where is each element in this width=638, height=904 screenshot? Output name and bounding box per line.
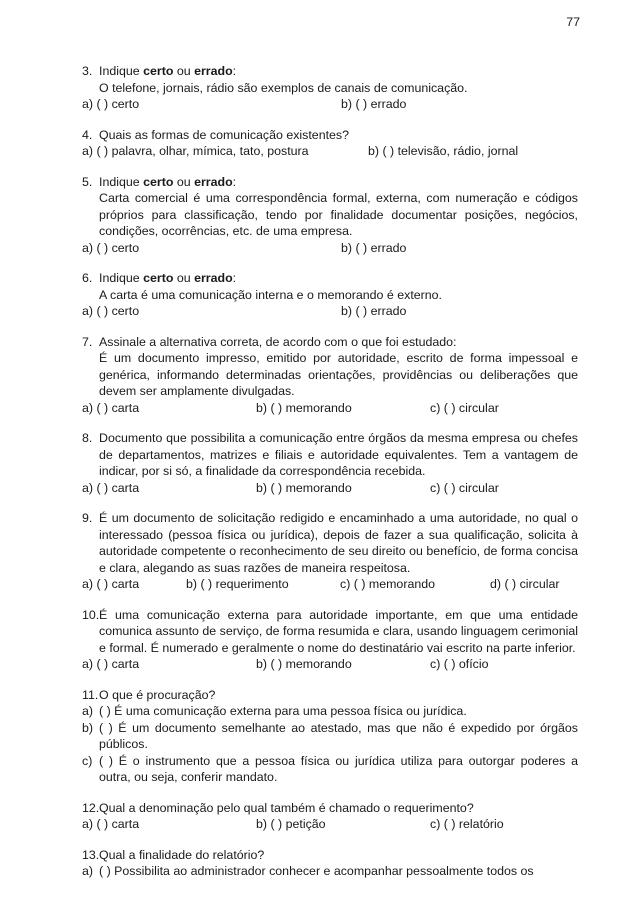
bold-word: errado — [194, 174, 233, 189]
question-stem — [82, 510, 578, 576]
question-stem — [82, 334, 578, 351]
stem-text: : — [232, 271, 237, 285]
option-b[interactable]: b) ( ) televisão, rádio, jornal — [368, 144, 519, 158]
option-b[interactable]: b) ( ) requerimento — [186, 577, 289, 591]
question-5 — [82, 174, 578, 257]
question-number: 4. — [82, 127, 93, 142]
option-c[interactable]: c) ( ) ofício — [430, 657, 489, 671]
option-a[interactable]: a) ( ) carta — [82, 657, 140, 671]
options-row — [82, 303, 578, 320]
question-stem — [82, 127, 578, 144]
options-row — [82, 576, 578, 593]
option-label: a) — [82, 704, 94, 718]
question-6 — [82, 270, 578, 320]
stem-text: Indique — [99, 174, 144, 189]
option-a[interactable] — [82, 863, 578, 880]
bold-word: certo — [143, 64, 174, 78]
bold-word: errado — [194, 271, 233, 285]
option-a[interactable]: a) ( ) palavra, olhar, mímica, tato, postura — [82, 144, 309, 158]
question-number: 11. — [82, 687, 99, 702]
stem-text: ou — [173, 174, 195, 189]
stem-text: É uma comunicação externa para autoridade importante, em que uma entidade comunica assunto de serviço, de forma resumida e clara, usando linguagem cerimonial e formal. É numerado e geralmente o nome do destinatário vai escrito na parte inferior. — [99, 607, 578, 655]
statement-text: A carta é uma comunicação interna e o memorando é externo. — [99, 287, 442, 302]
statement-text: É um documento impresso, emitido por autoridade, escrito de forma impessoal e genérica, informando determinadas orientações, providências ou deliberações que devem ser amplamente divulgadas. — [99, 351, 578, 398]
option-b[interactable]: b) ( ) errado — [341, 240, 407, 255]
option-c[interactable]: c) ( ) relatório — [430, 817, 504, 831]
question-stem — [82, 847, 578, 864]
question-number: 12. — [82, 800, 100, 815]
question-4 — [82, 127, 578, 160]
option-c[interactable]: c) ( ) memorando — [340, 577, 436, 591]
question-number: 13. — [82, 847, 100, 862]
option-label: a) — [82, 864, 94, 878]
option-c[interactable]: c) ( ) circular — [430, 480, 499, 495]
options-row — [82, 480, 578, 497]
option-a[interactable] — [82, 703, 578, 720]
option-a[interactable]: a) ( ) certo — [82, 97, 140, 111]
stem-text: Indique — [99, 64, 144, 78]
options-row — [82, 400, 578, 417]
option-a[interactable]: a) ( ) carta — [82, 577, 140, 591]
stem-text: ou — [173, 64, 195, 78]
options-row — [82, 143, 578, 160]
question-stem — [82, 800, 578, 817]
option-b[interactable]: b) ( ) memorando — [256, 400, 352, 415]
option-b[interactable]: b) ( ) memorando — [256, 657, 352, 671]
stem-text: Qual a denominação pelo qual também é chamado o requerimento? — [99, 800, 474, 815]
options-row — [82, 96, 578, 113]
question-13 — [82, 847, 578, 880]
question-number: 7. — [82, 334, 93, 349]
stem-text: O que é procuração? — [99, 687, 216, 702]
option-text: ( ) É um documento semelhante ao atestado, mas que não é expedido por órgãos públicos. — [99, 720, 578, 751]
question-number: 10. — [82, 607, 100, 622]
question-7 — [82, 334, 578, 417]
stem-text: ou — [173, 271, 195, 285]
stem-text: Assinale a alternativa correta, de acordo com o que foi estudado: — [99, 334, 457, 349]
option-a[interactable]: a) ( ) carta — [82, 400, 140, 415]
bold-word: errado — [194, 64, 233, 78]
stem-text: É um documento de solicitação redigido e encaminhado a uma autoridade, no qual o interessado (pessoa física ou jurídica), depois de fazer a sua qualificação, solicita à autoridade competente o reconhecimento de seu direito ou benefício, de forma concisa e clara, alegando as suas razões de maneira respeitosa. — [99, 511, 578, 575]
question-stem — [82, 430, 578, 480]
question-stem — [82, 687, 578, 704]
stem-text: Indique — [99, 271, 144, 285]
option-c[interactable]: c) ( ) circular — [430, 400, 499, 415]
question-9 — [82, 510, 578, 593]
question-stem — [82, 63, 578, 80]
exercise-list — [82, 63, 578, 894]
question-number: 6. — [82, 271, 93, 285]
option-b[interactable]: b) ( ) petição — [256, 817, 326, 831]
stem-text: : — [232, 64, 237, 78]
statement-text: O telefone, jornais, rádio são exemplos de canais de comunicação. — [99, 80, 468, 95]
stem-text: Documento que possibilita a comunicação entre órgãos da mesma empresa ou chefes de departamentos, matrizes e filiais e autoridade equivalentes. Tem a vantagem de indicar, por si só, a finalidade da correspondência recebida. — [99, 431, 578, 478]
option-text: ( ) Possibilita ao administrador conhecer e acompanhar pessoalmente todos os — [99, 864, 534, 878]
question-number: 5. — [82, 174, 93, 189]
statement-text: Carta comercial é uma correspondência formal, externa, com numeração e códigos próprios para classificação, tendo por finalidade documentar posições, negócios, condições, ocorrências, etc. de uma empresa. — [99, 191, 578, 238]
stem-text: Quais as formas de comunicação existentes? — [99, 127, 350, 142]
option-d[interactable]: d) ( ) circular — [490, 577, 560, 591]
question-stem — [82, 174, 578, 191]
question-10 — [82, 607, 578, 673]
option-a[interactable]: a) ( ) certo — [82, 240, 140, 255]
option-text: ( ) É o instrumento que a pessoa física ou jurídica utiliza para outorgar poderes a outra, ou seja, conferir mandato. — [99, 753, 578, 784]
question-number: 9. — [82, 511, 93, 525]
question-8 — [82, 430, 578, 496]
option-label: c) — [82, 753, 93, 768]
options-row — [82, 656, 578, 673]
option-b[interactable]: b) ( ) memorando — [256, 480, 352, 495]
option-b[interactable] — [82, 720, 578, 753]
option-c[interactable] — [82, 753, 578, 786]
page-number: 77 — [566, 15, 580, 29]
bold-word: certo — [143, 174, 174, 189]
stem-text: Qual a finalidade do relatório? — [99, 847, 265, 862]
question-number: 3. — [82, 64, 93, 78]
option-a[interactable]: a) ( ) certo — [82, 304, 140, 318]
question-stem — [82, 607, 578, 657]
question-3 — [82, 63, 578, 113]
option-b[interactable]: b) ( ) errado — [341, 97, 407, 111]
bold-word: certo — [143, 271, 174, 285]
option-a[interactable]: a) ( ) carta — [82, 817, 140, 831]
stem-text: : — [232, 174, 237, 189]
question-11 — [82, 687, 578, 786]
question-stem — [82, 270, 578, 287]
question-12 — [82, 800, 578, 833]
option-a[interactable]: a) ( ) carta — [82, 480, 140, 495]
options-row — [82, 816, 578, 833]
option-b[interactable]: b) ( ) errado — [341, 304, 407, 318]
option-label: b) — [82, 720, 94, 735]
option-text: ( ) É uma comunicação externa para uma pessoa física ou jurídica. — [99, 704, 467, 718]
question-number: 8. — [82, 431, 93, 445]
options-row — [82, 240, 578, 257]
